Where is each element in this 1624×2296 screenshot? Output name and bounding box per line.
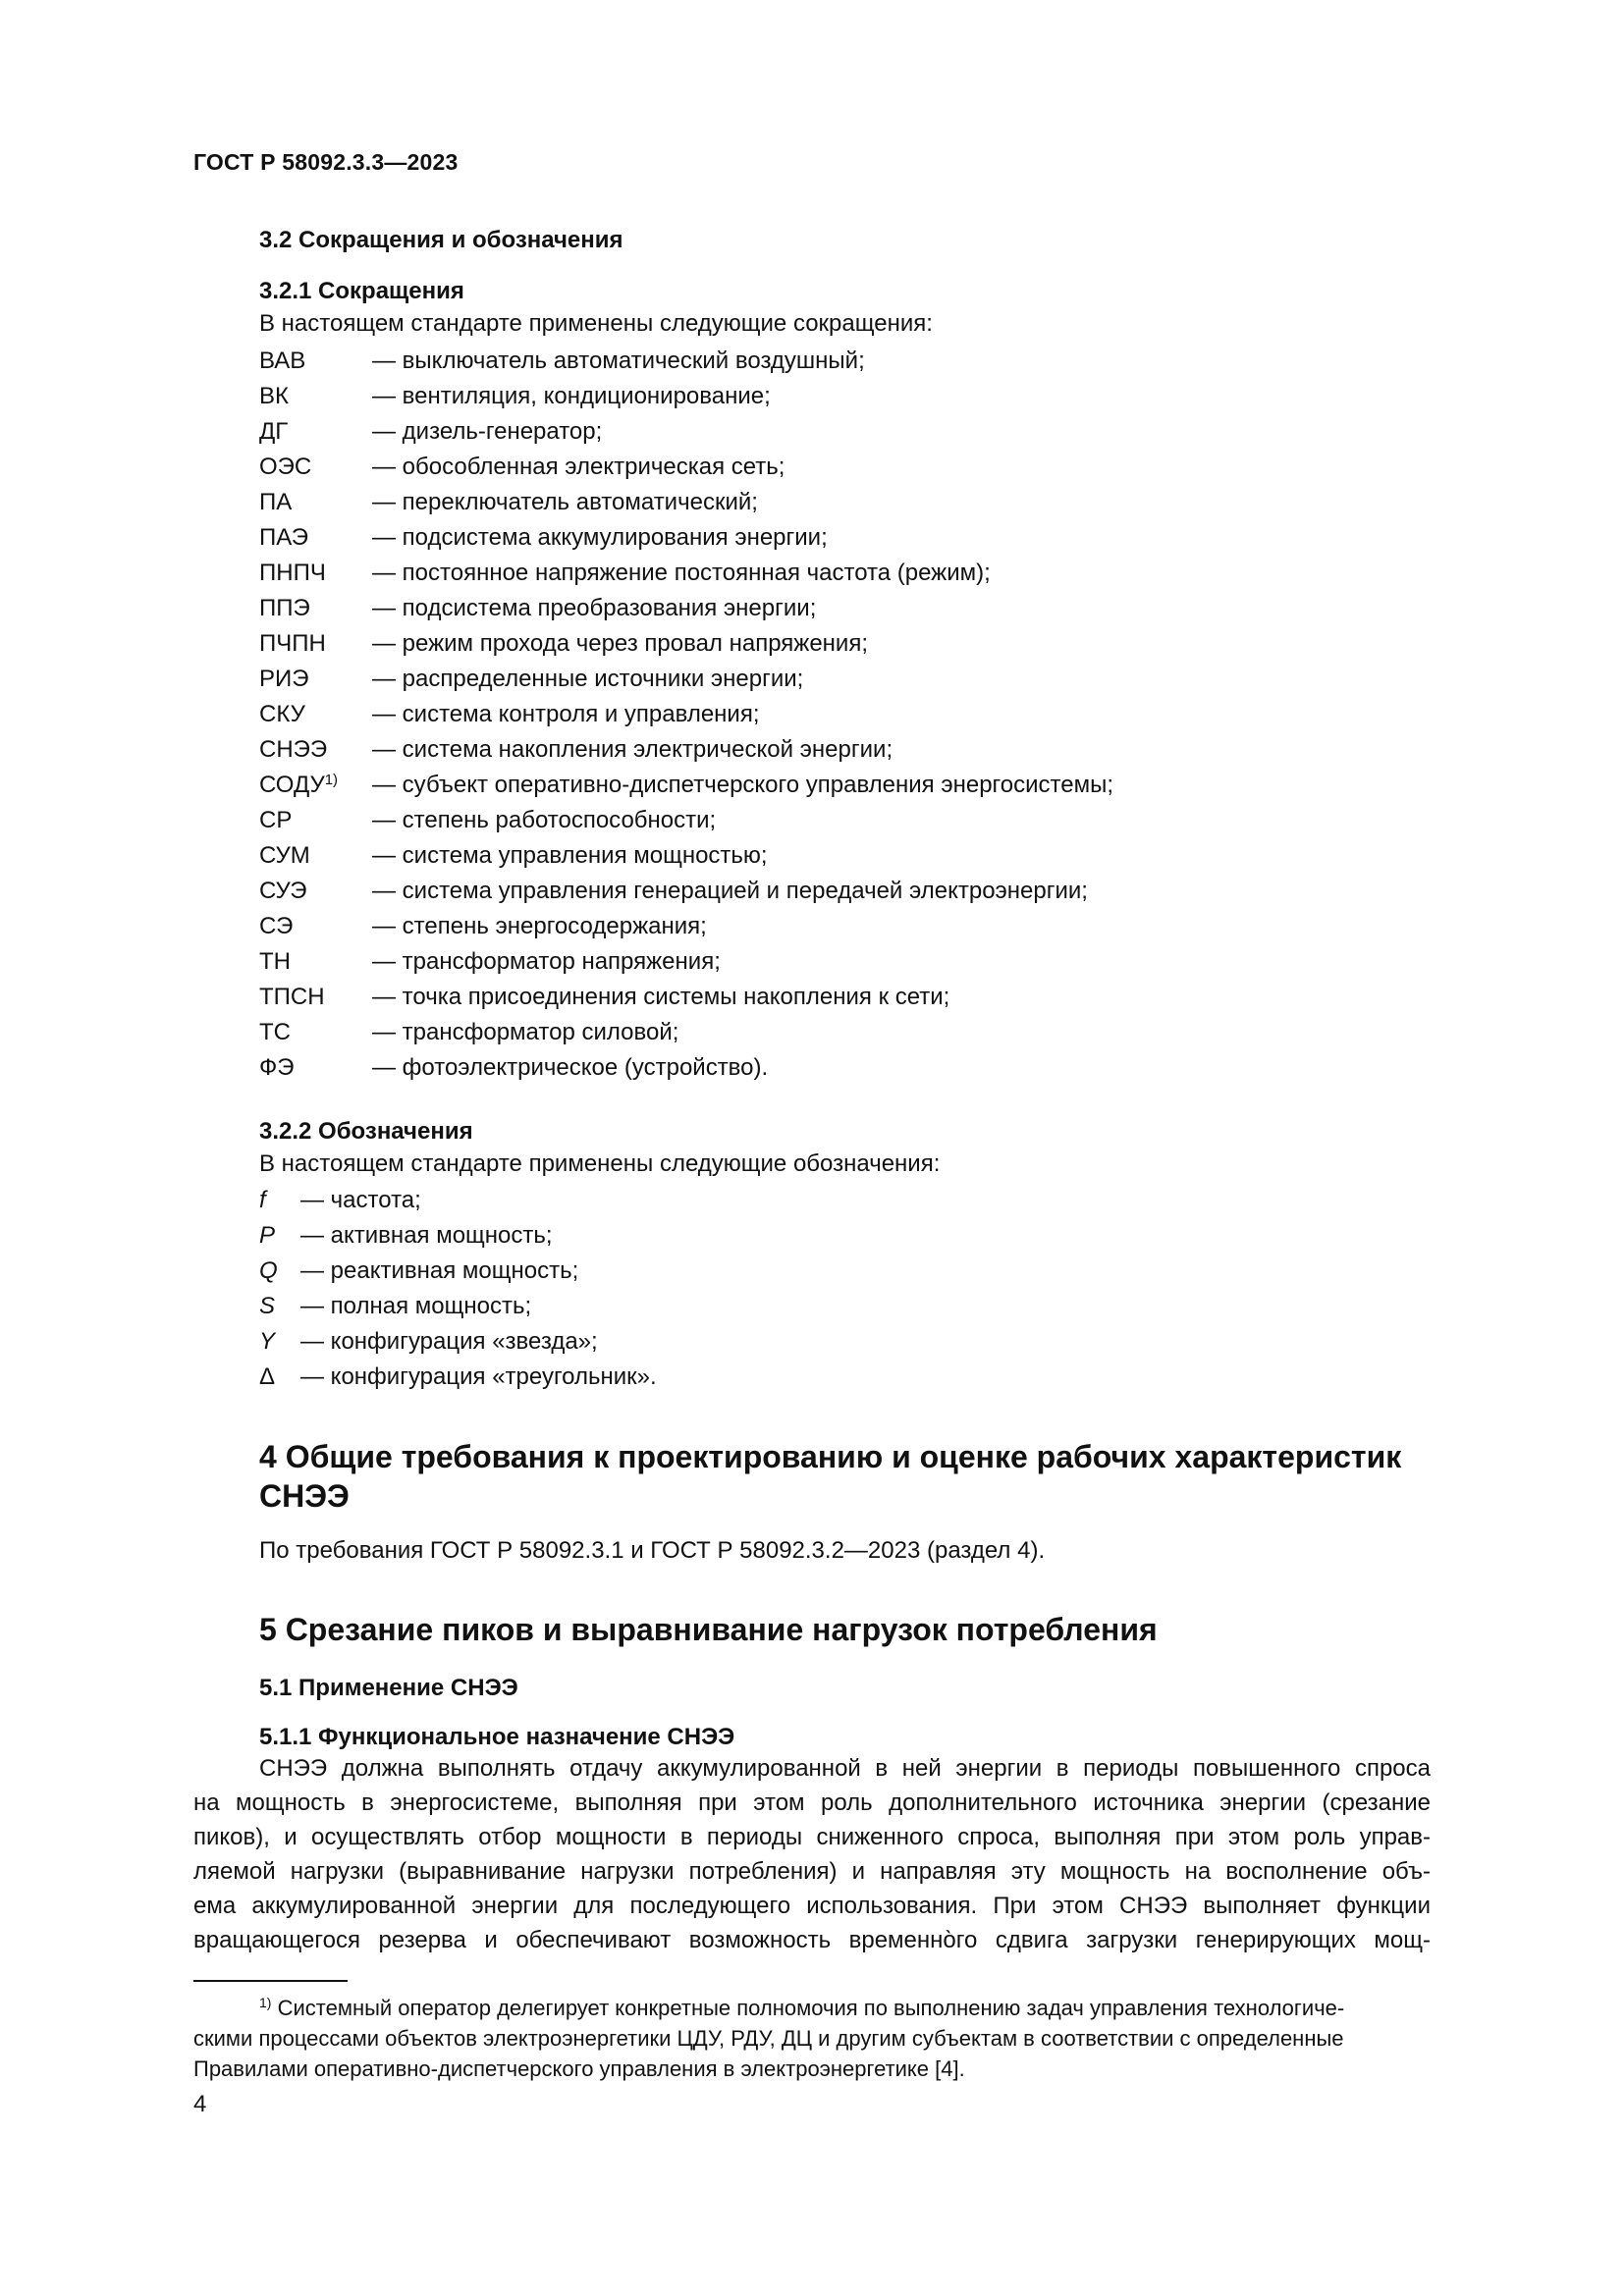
abbreviation-term: СУМ [259,842,310,869]
footnote-line-text: Системный оператор делегирует конкретные полномочия по выполнению задач управления технологиче- [277,1996,1345,2020]
section-5-1-title: 5.1 Применение СНЭЭ [259,1675,518,1701]
abbreviation-row [259,662,1113,697]
symbol-definition: — конфигурация «звезда»; [300,1328,598,1355]
abbreviation-row [259,414,1113,450]
footnote-line: Правилами оперативно-диспетчерского управления в электроэнергетике [4]. [193,2056,965,2081]
symbol-term: P [259,1222,276,1249]
abbreviation-row [259,344,1113,379]
symbols-list [259,1183,657,1395]
abbreviation-definition: — подсистема аккумулирования энергии; [372,524,828,551]
abbreviation-term: РИЭ [259,666,309,692]
abbreviation-definition: — степень энергосодержания; [372,913,707,939]
symbol-term: S [259,1293,276,1319]
section-4-title-line1: 4 Общие требования к проектированию и оценке рабочих характеристик [259,1439,1402,1474]
symbol-row [259,1360,657,1395]
symbol-definition: — реактивная мощность; [300,1257,579,1284]
abbreviation-row [259,732,1113,768]
abbreviation-definition: — подсистема преобразования энергии; [372,595,817,621]
footnote [193,1993,1526,2084]
abbreviation-row [259,520,1113,556]
symbol-term: Y [259,1328,276,1355]
abbreviation-term: ТН [259,948,291,975]
abbreviation-term: ФЭ [259,1054,295,1081]
abbreviation-definition: — дизель-генератор; [372,418,603,445]
section-5-1-1-title: 5.1.1 Функциональное назначение СНЭЭ [259,1724,735,1750]
abbreviation-term: СУЭ [259,878,307,904]
section-3-2-title: 3.2 Сокращения и обозначения [259,227,623,253]
abbreviation-definition: — выключатель автоматический воздушный; [372,347,865,374]
abbreviation-term: СКУ [259,701,305,727]
abbreviation-row [259,1015,1113,1050]
symbol-term: Δ [259,1363,276,1390]
section-4-title-line2: СНЭЭ [259,1478,350,1514]
symbol-definition: — полная мощность; [300,1293,532,1319]
abbreviation-definition: — система управления мощностью; [372,842,768,869]
abbreviation-term: ОЭС [259,454,312,480]
abbreviations-list [259,344,1113,1086]
abbreviation-definition: — переключатель автоматический; [372,489,758,515]
abbreviations-intro: В настоящем стандарте применены следующие сокращения: [259,310,933,337]
paragraph-line: СНЭЭ должна выполнять отдачу аккумулированной в ней энергии в периоды повышенного спроса [259,1755,1431,1782]
abbreviation-row [259,450,1113,485]
abbreviation-definition: — субъект оперативно-диспетчерского управления энергосистемы; [372,772,1114,798]
section-5-1-1-paragraph [193,1751,1431,1957]
abbreviation-definition: — вентиляция, кондиционирование; [372,383,771,409]
abbreviation-term: ППЭ [259,595,310,621]
footnote-reference: 1) [324,772,339,788]
abbreviation-definition: — фотоэлектрическое (устройство). [372,1054,769,1081]
abbreviation-row [259,944,1113,980]
abbreviation-row [259,980,1113,1015]
document-header: ГОСТ Р 58092.3.3—2023 [193,149,459,175]
abbreviation-term: ВАВ [259,347,306,374]
abbreviation-definition: — обособленная электрическая сеть; [372,454,785,480]
abbreviation-row [259,626,1113,662]
abbreviation-definition: — система контроля и управления; [372,701,760,727]
abbreviation-row [259,838,1113,874]
abbreviation-definition: — система управления генерацией и передачей электроэнергии; [372,878,1088,904]
abbreviation-row [259,803,1113,838]
abbreviation-term: ВК [259,383,289,409]
abbreviation-definition: — система накопления электрической энергии; [372,736,893,763]
section-3-2-2-title: 3.2.2 Обозначения [259,1118,473,1145]
paragraph-line: пиков), и осуществлять отбор мощности в периоды сниженного спроса, выполняя при этом роль управ- [193,1824,1431,1850]
abbreviation-term: ПА [259,489,293,515]
symbol-row [259,1183,657,1218]
abbreviation-definition: — степень работоспособности; [372,807,717,833]
section-3-2-1-title: 3.2.1 Сокращения [259,278,464,304]
symbol-term: Q [259,1257,278,1284]
abbreviation-row [259,556,1113,591]
symbol-definition: — частота; [300,1187,421,1213]
footnote-separator [193,1980,348,1982]
abbreviation-definition: — режим прохода через провал напряжения; [372,630,868,657]
footnote-marker: 1) [259,1995,272,2010]
abbreviation-definition: — распределенные источники энергии; [372,666,804,692]
symbol-row [259,1324,657,1360]
abbreviation-definition: — трансформатор напряжения; [372,948,721,975]
abbreviation-row [259,874,1113,909]
paragraph-line: на мощность в энергосистеме, выполняя при этом роль дополнительного источника энергии (срезание [193,1789,1431,1816]
section-5-title: 5 Срезание пиков и выравнивание нагрузок потребления [259,1612,1158,1647]
abbreviation-term: ТПСН [259,984,325,1010]
abbreviation-term: СОДУ [259,772,325,798]
symbols-intro: В настоящем стандарте применены следующие обозначения: [259,1150,941,1177]
symbol-definition: — конфигурация «треугольник». [300,1363,657,1390]
abbreviation-row [259,379,1113,414]
section-4-text: По требования ГОСТ Р 58092.3.1 и ГОСТ Р 58092.3.2—2023 (раздел 4). [259,1537,1046,1564]
symbol-row [259,1218,657,1254]
paragraph-line: вращающегося резерва и обеспечивают возможность временно̀го сдвига загрузки генерирующих мощ- [193,1927,1431,1953]
abbreviation-row [259,909,1113,944]
abbreviation-term: ПЧПН [259,630,326,657]
abbreviation-row [259,591,1113,626]
abbreviation-term: ТС [259,1019,291,1045]
abbreviation-definition: — точка присоединения системы накопления к сети; [372,984,950,1010]
symbol-term: f [259,1187,266,1213]
abbreviation-row [259,768,1113,803]
symbol-row [259,1289,657,1324]
abbreviation-row [259,1050,1113,1086]
abbreviation-row [259,697,1113,732]
abbreviation-term: ПАЭ [259,524,308,551]
symbol-row [259,1254,657,1289]
abbreviation-term: СР [259,807,293,833]
paragraph-line: ема аккумулированной энергии для последующего использования. При этом СНЭЭ выполняет функции [193,1893,1431,1919]
abbreviation-definition: — трансформатор силовой; [372,1019,679,1045]
footnote-line: скими процессами объектов электроэнергетики ЦДУ, РДУ, ДЦ и другим субъектам в соответствии с определенные [193,2026,1344,2051]
abbreviation-term: ПНПЧ [259,560,326,586]
footnote-line [193,1993,1526,2023]
abbreviation-term: ДГ [259,418,289,445]
abbreviation-term: СЭ [259,913,294,939]
abbreviation-definition: — постоянное напряжение постоянная частота (режим); [372,560,991,586]
abbreviation-term: СНЭЭ [259,736,328,763]
page-number: 4 [193,2091,207,2117]
abbreviation-term-with-footnote [259,768,372,803]
symbol-definition: — активная мощность; [300,1222,553,1249]
paragraph-line: ляемой нагрузки (выравнивание нагрузки потребления) и направляя эту мощность на восполнение объ- [193,1858,1431,1885]
abbreviation-row [259,485,1113,520]
